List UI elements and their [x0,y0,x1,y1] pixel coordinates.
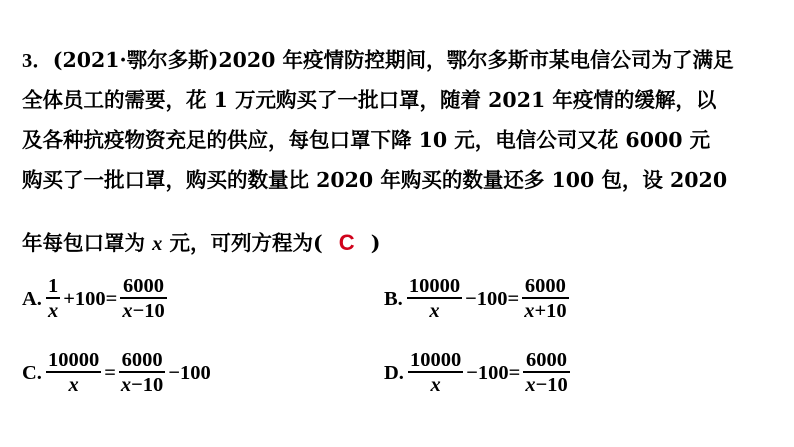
operator: −100= [465,287,520,310]
question-line-5 [22,229,380,258]
answer-text: C [338,230,355,255]
option-label: C. [22,361,42,384]
option-b[interactable] [384,271,573,327]
question-number: 3 [22,50,33,72]
question-text-2: 全体员工的需要，花 1 万元购买了一批口罩，随着 2021 年疫情的缓解，以 [22,88,717,112]
question-tail: 元，可列方程为( [162,231,323,255]
question-text-5: 年每包口罩为 [22,231,145,255]
fraction: $\frac{10000}{x}$ [409,349,462,396]
question-source: (2021·鄂尔多斯) [52,48,219,72]
option-d[interactable] [384,345,574,401]
operator: = [104,361,116,384]
operator-tail: −100 [168,361,211,384]
fraction: $\frac{10000}{x}$ [408,275,461,322]
option-label: B. [384,287,403,310]
fraction: $\frac{10000}{x}$ [47,349,100,396]
option-c[interactable] [22,345,212,401]
variable-x: x [152,233,163,255]
fraction: $\frac{6000}{x-10}$ [122,275,165,322]
close-paren: ) [370,231,381,255]
fraction: $\frac{6000}{x-10}$ [525,349,568,396]
question-line-2 [22,86,716,114]
fraction: $\frac{6000}{x+10}$ [524,275,567,322]
answer-slot [323,229,371,257]
question-text-1: 2020 年疫情防控期间，鄂尔多斯市某电信公司为了满足 [218,48,734,72]
operator: +100= [63,287,118,310]
fraction: $\frac{6000}{x-10}$ [120,349,164,396]
option-label: D. [384,361,404,384]
option-a[interactable] [22,271,171,327]
question-text-3: 及各种抗疫物资充足的供应，每包口罩下降 10 元，电信公司又花 6000 元 [22,128,711,152]
option-label: A. [22,287,42,310]
question-line-1: 3．(2021·鄂尔多斯)2020 年疫情防控期间，鄂尔多斯市某电信公司为了满足 [22,48,734,72]
fraction: $\frac{1}{x}$ [47,275,59,322]
operator: −100= [466,361,521,384]
question-line-4 [22,166,727,194]
question-line-3 [22,126,710,154]
question-text-4: 购买了一批口罩，购买的数量比 2020 年购买的数量还多 100 包，设 2020 [22,168,728,192]
